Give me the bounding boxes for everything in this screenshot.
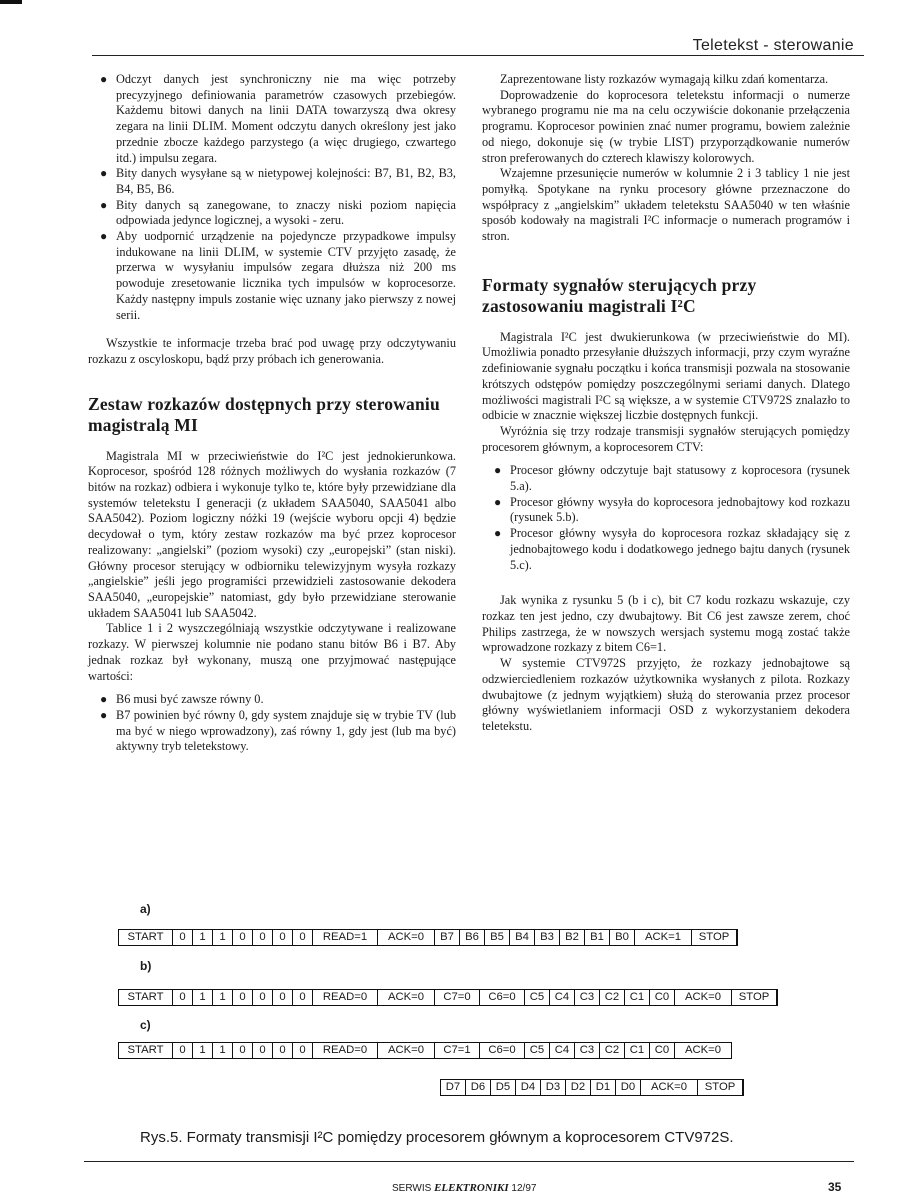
frame-cell: C6=0 xyxy=(479,1043,524,1058)
frame-cell: D1 xyxy=(590,1080,615,1095)
paragraph: W systemie CTV972S przyjęto, że rozkazy jednobajtowe są odzwierciedleniem rozkazów użytkownika wysłanych z pilota. Rozkazy dwubajtowe (z jednym wyjątkiem) służą do sterowania przez procesor główny wyświetlaniem informacji OSD z wykorzystaniem dekodera teletekstu. xyxy=(482,656,850,733)
frame-cell: D3 xyxy=(540,1080,565,1095)
paragraph: Wzajemne przesunięcie numerów w kolumnie 2 i 3 tablicy 1 nie jest pomyłką. Spotykane na rynku procesory główne przeznaczone do współpracy z „angielskim” układem teletekstu SAA5040 w ten właśnie sposób kodowały na magistrali I²C informacje o numerach programów i stron. xyxy=(482,166,850,244)
paragraph: Magistrala I²C jest dwukierunkowa (w przeciwieństwie do MI). Umożliwia ponadto przesyłanie dłuższych informacji, przy czym wyraźne zdefiniowanie sygnału początku i końca transmisji pozwala na stosowanie krótszych odstępów pomiędzy poszczególnymi seriami danych. Dlatego możliwości magistrali I²C są większe, a w systemie CTV972S znalazło to odbicie w znacznie większej liczbie dostępnych funkcji. xyxy=(482,329,850,423)
bullet-icon: ● xyxy=(100,707,108,722)
figure-label-a: a) xyxy=(140,902,151,916)
frame-cell: ACK=0 xyxy=(674,1043,731,1058)
footer-brand-prefix: SERWIS xyxy=(392,1183,432,1194)
list-item: ● Procesor główny odczytuje bajt statusowy z koprocesora (rysunek 5.a). xyxy=(494,463,850,494)
header-rule xyxy=(92,55,864,56)
frame-cell: 0 xyxy=(252,990,272,1005)
frame-cell: ACK=0 xyxy=(377,1043,434,1058)
frame-cell: 1 xyxy=(212,990,232,1005)
frame-cell: C0 xyxy=(649,990,674,1005)
frame-cell: C3 xyxy=(574,990,599,1005)
frame-cell: C4 xyxy=(549,1043,574,1058)
frame-cell: D6 xyxy=(465,1080,490,1095)
left-column xyxy=(88,72,456,755)
frame-cell: B7 xyxy=(434,930,459,945)
paragraph: Doprowadzenie do koprocesora teletekstu informacji o numerze wybranego programu nie ma na celu oczywiście dokonanie przełączenia programu. Koprocesor powinien znać numer programu, bowiem zależnie od niego, dokonuje się (w trybie LIST) przyporządkowanie numerów stron preferowanych do czterech klawiszy kolorowych. xyxy=(482,87,850,165)
frame-cell: 0 xyxy=(292,1043,312,1058)
footer-rule xyxy=(84,1161,854,1162)
figure-label-c: c) xyxy=(140,1018,151,1032)
list-item: ● Odczyt danych jest synchroniczny nie ma więc potrzeby precyzyjnego definiowania parametrów czasowych przebiegów. Każdemu bitowi danych na linii DATA towarzyszą dwa okresy zegara na linii DLIM. Moment odczytu danych określony jest jako przednie zbocze każdego parzystego (a więc drugiego, czwartego itd.) impulsu zegara. xyxy=(100,72,456,165)
list-item: ● Bity danych są zanegowane, to znaczy niski poziom napięcia odpowiada jedynce logicznej, a wysoki - zeru. xyxy=(100,197,456,228)
frame-c-command xyxy=(118,1042,732,1059)
frame-cell: 0 xyxy=(232,930,252,945)
frame-cell: B0 xyxy=(609,930,634,945)
frame-cell: C1 xyxy=(624,990,649,1005)
frame-cell: START xyxy=(127,1044,164,1056)
frame-cell: 1 xyxy=(192,990,212,1005)
footer-brand xyxy=(392,1182,536,1194)
frame-cell: 0 xyxy=(292,990,312,1005)
frame-cell: ACK=0 xyxy=(377,930,434,945)
bullet-icon: ● xyxy=(100,229,108,244)
bullet-list-bottom xyxy=(88,692,456,755)
frame-cell: 0 xyxy=(272,930,292,945)
paragraph: Wyróżnia się trzy rodzaje transmisji sygnałów sterujących pomiędzy procesorem głównym, a koprocesorem CTV: xyxy=(482,423,850,454)
frame-cell: D5 xyxy=(490,1080,515,1095)
bullet-icon: ● xyxy=(100,197,108,212)
frame-cell: C5 xyxy=(524,1043,549,1058)
frame-cell: 0 xyxy=(252,1043,272,1058)
bullet-icon: ● xyxy=(100,72,108,86)
frame-cell: STOP xyxy=(691,930,736,945)
frame-cell: D7 xyxy=(445,1081,461,1093)
frame-cell: C0 xyxy=(649,1043,674,1058)
section-heading-i2c: Formaty sygnałów sterujących przy zastosowaniu magistrali I²C xyxy=(482,274,757,316)
frame-cell: C7=0 xyxy=(434,990,479,1005)
frame-cell: 0 xyxy=(292,930,312,945)
frame-a xyxy=(118,929,738,946)
list-item: ● Procesor główny wysyła do koprocesora jednobajtowy kod rozkazu (rysunek 5.b). xyxy=(494,494,850,525)
frame-cell: 1 xyxy=(212,1043,232,1058)
frame-cell: 0 xyxy=(232,1043,252,1058)
frame-cell: 0 xyxy=(232,990,252,1005)
figure-label-b: b) xyxy=(140,959,152,973)
frame-cell: C2 xyxy=(599,1043,624,1058)
list-item: ● B6 musi być zawsze równy 0. xyxy=(100,692,264,707)
frame-cell: STOP xyxy=(697,1080,742,1095)
figure-caption: Rys.5. Formaty transmisji I²C pomiędzy procesorem głównym a koprocesorem CTV972S. xyxy=(140,1129,734,1146)
frame-cell: 1 xyxy=(212,930,232,945)
page-number: 35 xyxy=(828,1180,842,1194)
paragraph: Zaprezentowane listy rozkazów wymagają kilku zdań komentarza. xyxy=(500,72,829,86)
frame-cell: STOP xyxy=(731,990,776,1005)
frame-cell: 0 xyxy=(272,1043,292,1058)
frame-cell: C6=0 xyxy=(479,990,524,1005)
frame-cell: READ=0 xyxy=(312,990,377,1005)
frame-cell: B6 xyxy=(459,930,484,945)
frame-cell: 0 xyxy=(172,990,192,1005)
frame-cell: ACK=1 xyxy=(634,930,691,945)
frame-b xyxy=(118,989,778,1006)
frame-cell: 0 xyxy=(272,990,292,1005)
frame-c-data xyxy=(440,1079,744,1096)
frame-cell: C7=1 xyxy=(434,1043,479,1058)
right-column xyxy=(482,72,850,735)
bullet-icon: ● xyxy=(494,494,502,509)
frame-cell: ACK=0 xyxy=(674,990,731,1005)
frame-cell: D0 xyxy=(615,1080,640,1095)
bullet-icon: ● xyxy=(100,166,108,181)
frame-cell: D2 xyxy=(565,1080,590,1095)
list-item: ● B7 powinien być równy 0, gdy system znajduje się w trybie TV (lub ma być w niego wprowadzony), zaś równy 1, gdy jest (lub ma być) aktywny tryb teletekstowy. xyxy=(100,707,456,754)
footer-issue: 12/97 xyxy=(511,1183,537,1194)
frame-cell: D4 xyxy=(515,1080,540,1095)
frame-cell: C3 xyxy=(574,1043,599,1058)
running-header: Teletekst - sterowanie xyxy=(692,37,854,54)
bullet-list-right xyxy=(482,463,850,573)
frame-cell: B1 xyxy=(584,930,609,945)
frame-cell: 1 xyxy=(192,1043,212,1058)
paragraph: Magistrala MI w przeciwieństwie do I²C jest jednokierunkowa. Koprocesor, spośród 128 różnych możliwych do wysłania rozkazów (7 bitów na rozkaz) odbiera i wykonuje tylko te, które były przewidziane dla systemów teletekstu I generacji (z układem SAA5040, SAA5041 albo SAA5042). Poziom logiczny nóżki 19 (wejście wyboru opcji 4) będzie decydował o tym, który zestaw rozkazów ma być przez koprocesor realizowany: „angielski” (poziom wysoki) czy „europejski” (stan niski). Główny procesor sterujący w odbiorniku telewizyjnym wysyła rozkazy „angielskie” jeśli jego programiści przewidzieli zastosowanie dekodera SAA5040, „europejskie” natomiast, gdy było przewidziane sterowanie układem SAA5041 lub SAA5042. xyxy=(88,448,456,620)
frame-cell: ACK=0 xyxy=(640,1080,697,1095)
frame-cell: B5 xyxy=(484,930,509,945)
bullet-icon: ● xyxy=(494,463,502,478)
list-item: ● Aby uodpornić urządzenie na pojedyncze przypadkowe impulsy indukowane na linii DLIM, w systemie CTV przyjęto zasadę, że przerwa w wysyłaniu impulsów zegara dłuższa niż 200 ms powoduje zresetowanie licznika tych impulsów w koprocesorze. Każdy następny impuls zostanie więc uznany jako pierwszy z nowej serii. xyxy=(100,229,456,322)
frame-cell: B3 xyxy=(534,930,559,945)
frame-cell: READ=0 xyxy=(312,1043,377,1058)
frame-cell: READ=1 xyxy=(312,930,377,945)
frame-cell: 0 xyxy=(172,1043,192,1058)
footer-brand-name: ELEKTRONIKI xyxy=(434,1182,509,1194)
frame-cell: C5 xyxy=(524,990,549,1005)
frame-cell: B2 xyxy=(559,930,584,945)
bullet-list-top xyxy=(88,72,456,323)
frame-cell: 1 xyxy=(192,930,212,945)
frame-cell: C2 xyxy=(599,990,624,1005)
bullet-icon: ● xyxy=(494,526,502,541)
frame-cell: 0 xyxy=(252,930,272,945)
scan-mark xyxy=(0,0,22,4)
list-item: ● Bity danych wysyłane są w nietypowej kolejności: B7, B1, B2, B3, B4, B5, B6. xyxy=(100,166,456,196)
section-heading-mi: Zestaw rozkazów dostępnych przy sterowaniu magistralą MI xyxy=(88,393,440,435)
frame-cell: 0 xyxy=(172,930,192,945)
bullet-icon: ● xyxy=(100,692,108,707)
paragraph: Tablice 1 i 2 wyszczególniają wszystkie odczytywane i realizowane rozkazy. W pierwszej kolumnie nie podano stanu bitów B6 i B7. Aby jednak rozkaz był wykonany, muszą one przyjmować następujące wartości: xyxy=(88,621,456,683)
frame-cell: C4 xyxy=(549,990,574,1005)
frame-cell: C1 xyxy=(624,1043,649,1058)
frame-cell: START xyxy=(127,991,164,1003)
frame-cell: ACK=0 xyxy=(377,990,434,1005)
paragraph: Jak wynika z rysunku 5 (b i c), bit C7 kodu rozkazu wskazuje, czy rozkaz ten jest jedno, czy dwubajtowy. Bit C6 jest zawsze zerem, choć Philips zastrzega, że w nowszych wersjach systemu mogą zostać także wprowadzone rozkazy z bitem C6=1. xyxy=(482,593,850,655)
paragraph: Wszystkie te informacje trzeba brać pod uwagę przy odczytywaniu rozkazu z oscyloskopu, bądź przy próbach ich generowania. xyxy=(88,336,456,366)
frame-cell: B4 xyxy=(509,930,534,945)
frame-cell: START xyxy=(127,931,164,943)
list-item: ● Procesor główny wysyła do koprocesora rozkaz składający się z jednobajtowego kodu i dodatkowego jednego bajtu danych (rysunek 5.c). xyxy=(494,526,850,572)
